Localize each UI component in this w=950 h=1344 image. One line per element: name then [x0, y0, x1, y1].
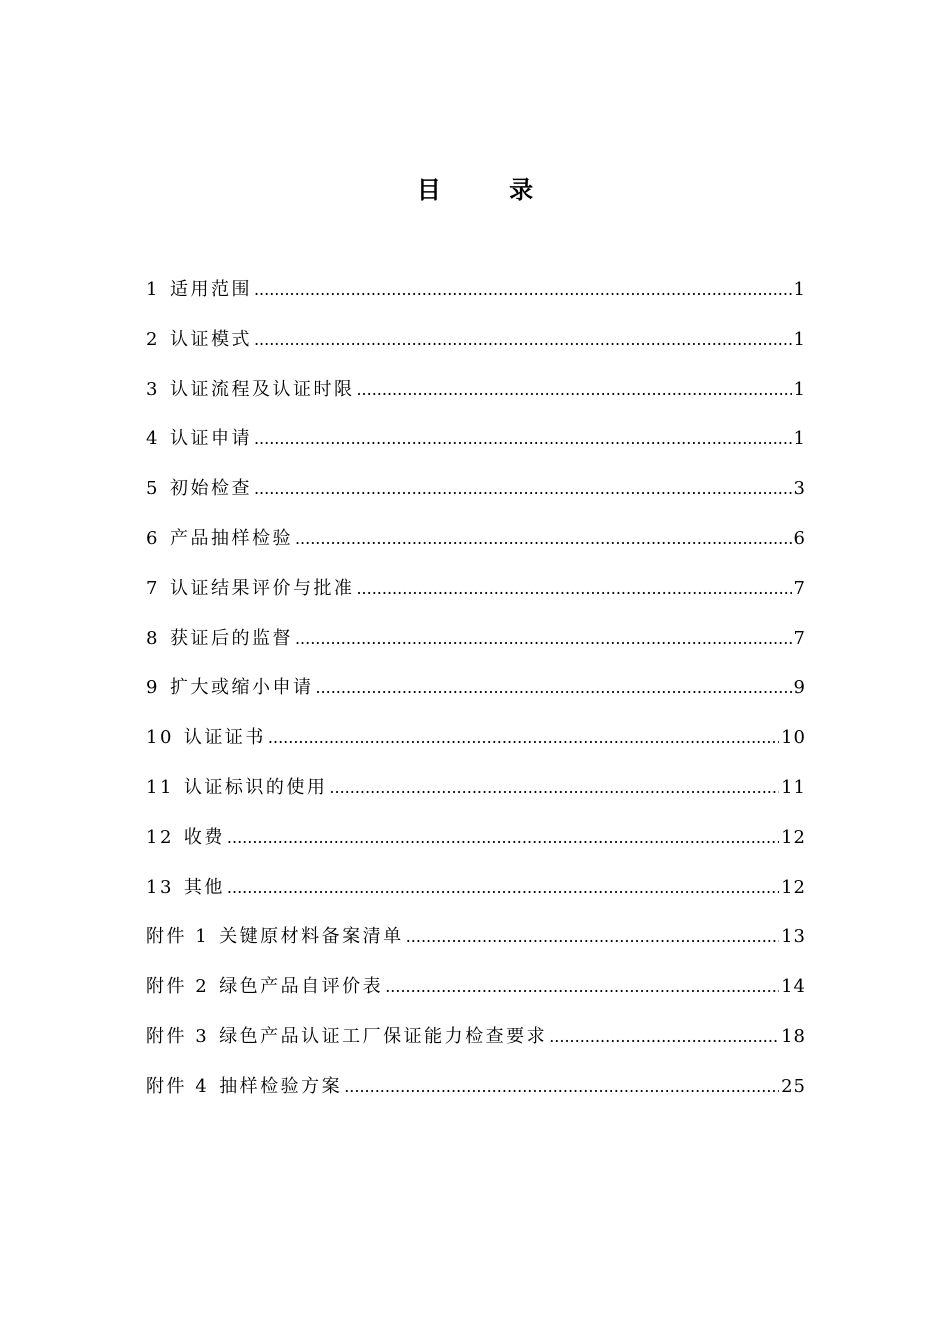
table-of-contents: [146, 272, 806, 1119]
toc-label: 绿色产品认证工厂保证能力检查要求: [219, 1025, 548, 1047]
toc-leader: [227, 820, 779, 856]
toc-page-number: 11: [781, 776, 806, 798]
toc-entry-7[interactable]: [146, 571, 806, 621]
toc-number: 附件 4: [146, 1075, 210, 1097]
toc-page-number: 7: [793, 627, 806, 649]
toc-leader: [406, 919, 779, 955]
toc-number: 8: [146, 627, 160, 649]
toc-number: 12: [146, 826, 174, 848]
toc-number: 附件 2: [146, 976, 210, 998]
toc-leader: [356, 571, 791, 607]
toc-page-number: 7: [793, 577, 806, 599]
toc-label: 认证模式: [169, 328, 252, 350]
toc-entry-4[interactable]: [146, 421, 806, 471]
toc-entry-appendix-1[interactable]: [146, 919, 806, 969]
toc-page-number: 13: [781, 926, 806, 948]
toc-label: 其他: [183, 876, 225, 898]
toc-leader: [385, 969, 779, 1005]
toc-page-number: 6: [793, 527, 806, 549]
toc-page-number: 9: [793, 677, 806, 699]
toc-leader: [254, 272, 792, 308]
toc-label: 认证证书: [183, 727, 266, 749]
toc-label: 认证流程及认证时限: [169, 378, 355, 400]
toc-entry-6[interactable]: [146, 521, 806, 571]
toc-number: 9: [146, 677, 160, 699]
toc-entry-13[interactable]: [146, 870, 806, 920]
toc-number: 13: [146, 876, 174, 898]
toc-page-number: 18: [781, 1025, 806, 1047]
toc-number: 附件 3: [146, 1025, 210, 1047]
toc-page-number: 10: [781, 727, 806, 749]
toc-page-number: 1: [793, 378, 806, 400]
toc-entry-10[interactable]: [146, 720, 806, 770]
toc-page-number: 14: [781, 976, 806, 998]
toc-label: 获证后的监督: [169, 627, 293, 649]
toc-entry-5[interactable]: [146, 471, 806, 521]
toc-number: 3: [146, 378, 160, 400]
toc-number: 2: [146, 328, 160, 350]
toc-entry-appendix-2[interactable]: [146, 969, 806, 1019]
toc-label: 绿色产品自评价表: [219, 976, 384, 998]
toc-number: 11: [146, 776, 174, 798]
toc-page-number: 12: [781, 826, 806, 848]
toc-entry-appendix-3[interactable]: [146, 1019, 806, 1069]
toc-page-number: 1: [793, 279, 806, 300]
toc-page-number: 1: [793, 428, 806, 450]
toc-number: 6: [146, 527, 160, 549]
toc-entry-8[interactable]: [146, 621, 806, 671]
toc-label: 扩大或缩小申请: [169, 677, 314, 699]
toc-entry-2[interactable]: [146, 322, 806, 372]
toc-leader: [254, 421, 792, 457]
toc-label: 收费: [183, 826, 225, 848]
toc-page-number: 25: [781, 1075, 806, 1097]
toc-number: 5: [146, 478, 160, 500]
toc-number: 10: [146, 727, 174, 749]
toc-page-number: 3: [793, 478, 806, 500]
toc-leader: [356, 372, 791, 408]
toc-label: 产品抽样检验: [169, 527, 293, 549]
toc-label: 初始检查: [169, 478, 252, 500]
toc-leader: [254, 471, 792, 507]
toc-entry-11[interactable]: [146, 770, 806, 820]
page-title: 目 录: [416, 175, 564, 204]
toc-entry-appendix-4[interactable]: [146, 1069, 806, 1119]
toc-entry-1[interactable]: [146, 272, 806, 322]
toc-number: 7: [146, 577, 160, 599]
toc-label: 认证标识的使用: [183, 776, 328, 798]
toc-page-number: 12: [781, 876, 806, 898]
toc-label: 认证申请: [169, 428, 252, 450]
toc-leader: [295, 521, 792, 557]
toc-label: 关键原材料备案清单: [219, 926, 404, 948]
toc-label: 抽样检验方案: [219, 1075, 343, 1097]
toc-entry-9[interactable]: [146, 670, 806, 720]
toc-leader: [227, 870, 779, 906]
toc-number: 4: [146, 428, 160, 450]
toc-number: 附件 1: [146, 926, 210, 948]
toc-leader: [549, 1019, 779, 1055]
toc-leader: [344, 1069, 779, 1105]
toc-leader: [315, 670, 791, 706]
toc-number: 1: [146, 279, 160, 300]
toc-label: 适用范围: [169, 279, 252, 300]
toc-page-number: 1: [793, 328, 806, 350]
toc-leader: [329, 770, 779, 806]
toc-entry-3[interactable]: [146, 372, 806, 422]
toc-label: 认证结果评价与批准: [169, 577, 355, 599]
toc-entry-12[interactable]: [146, 820, 806, 870]
toc-leader: [268, 720, 779, 756]
toc-leader: [254, 322, 792, 358]
toc-leader: [295, 621, 792, 657]
